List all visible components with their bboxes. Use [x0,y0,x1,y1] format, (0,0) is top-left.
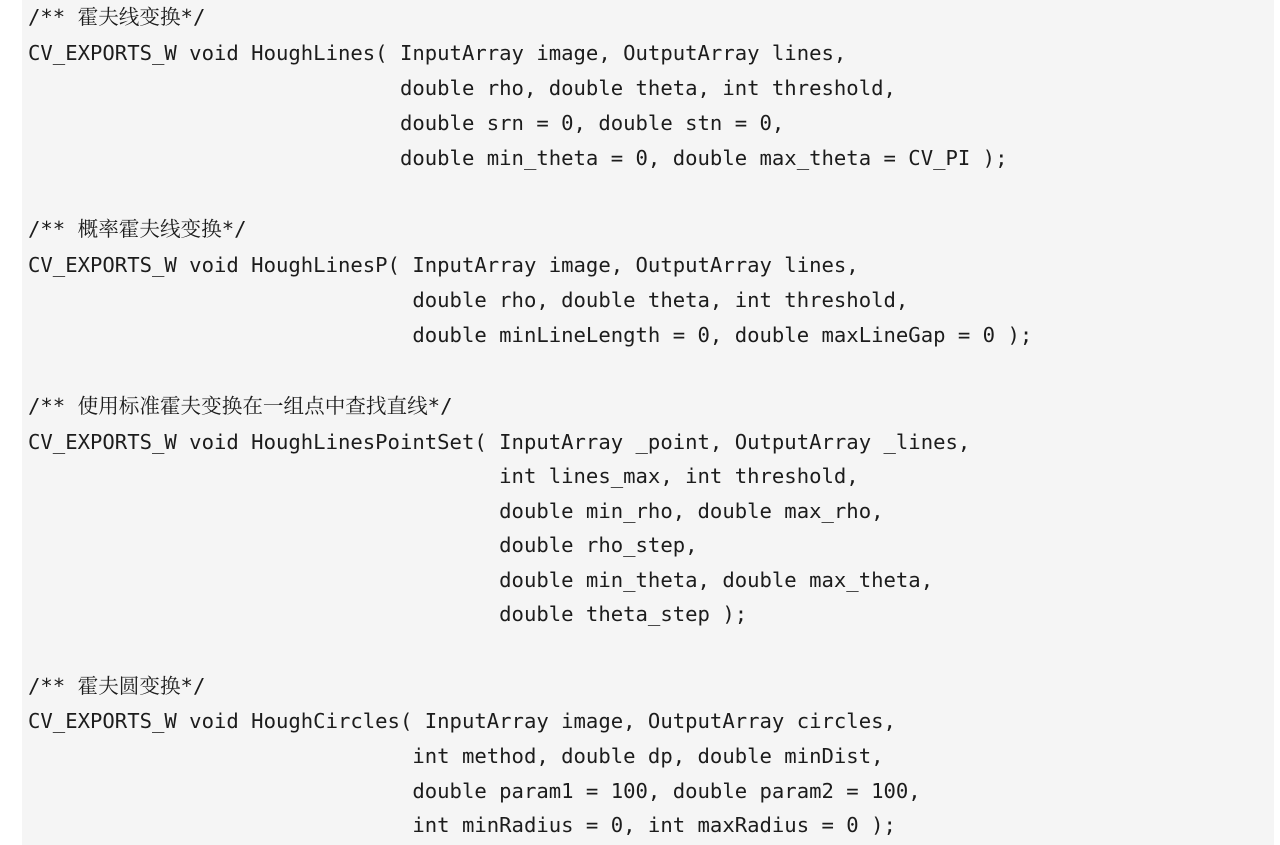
code-line: double min_theta = 0, double max_theta = CV_PI ); [28,146,1008,170]
code-snippet-panel [22,0,1274,845]
code-line: CV_EXPORTS_W void HoughLinesPointSet( InputArray _point, OutputArray _lines, [28,430,971,454]
code-line: int method, double dp, double minDist, [28,744,884,768]
code-line: double min_theta, double max_theta, [28,568,934,592]
comment-hough-lines-point-set: /** 使用标准霍夫变换在一组点中查找直线*/ [28,394,453,418]
code-line: double param1 = 100, double param2 = 100, [28,779,921,803]
comment-hough-lines-p: /** 概率霍夫线变换*/ [28,217,247,241]
code-line: double theta_step ); [28,602,748,626]
comment-hough-lines: /** 霍夫线变换*/ [28,5,206,29]
code-line: double rho, double theta, int threshold, [28,76,896,100]
code-line: CV_EXPORTS_W void HoughLines( InputArray image, OutputArray lines, [28,41,847,65]
code-line: double minLineLength = 0, double maxLineGap = 0 ); [28,323,1033,347]
code-line: CV_EXPORTS_W void HoughCircles( InputArray image, OutputArray circles, [28,709,896,733]
code-line: double rho_step, [28,533,698,557]
code-line: int lines_max, int threshold, [28,464,859,488]
code-line: int minRadius = 0, int maxRadius = 0 ); [28,813,896,837]
code-line: CV_EXPORTS_W void HoughLinesP( InputArray image, OutputArray lines, [28,253,859,277]
code-line: double rho, double theta, int threshold, [28,288,909,312]
code-line: double min_rho, double max_rho, [28,499,884,523]
comment-hough-circles: /** 霍夫圆变换*/ [28,674,206,698]
code-line: double srn = 0, double stn = 0, [28,111,785,135]
